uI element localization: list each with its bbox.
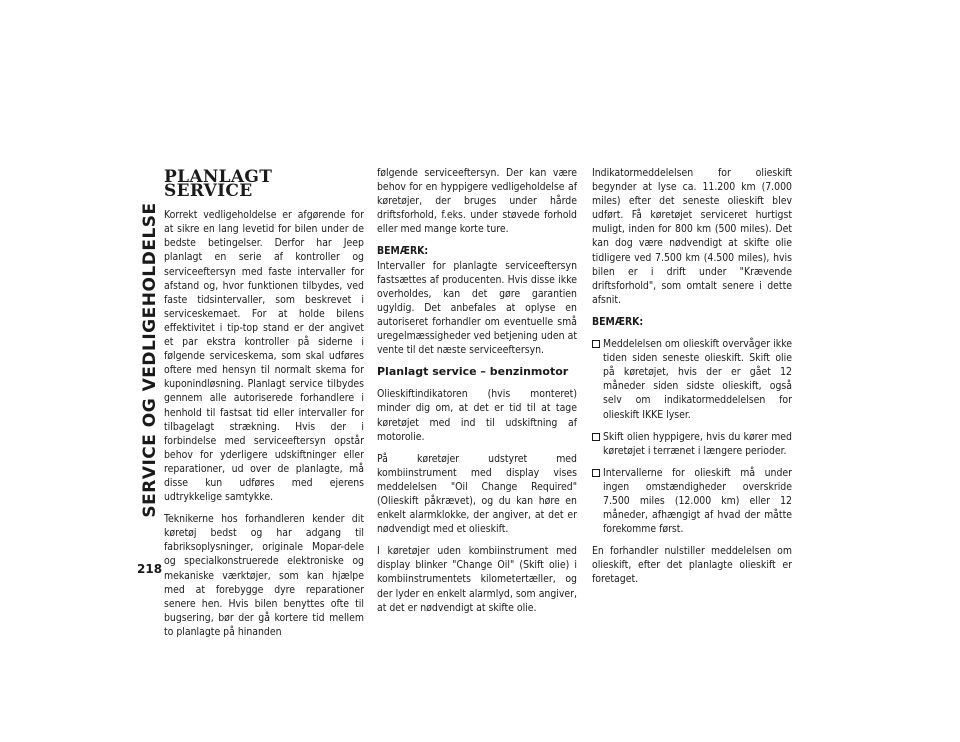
- paragraph: Indikatormeddelelsen for olieskift begynder at lyse ca. 11.200 km (7.000 miles) efter det seneste olieskift blev udført. Få køretøjet serviceret hurtigst muligt, inden for 800 km (500 miles). Det kan dog være nødvendigt at skifte olie tidligere ved 7.500 km (4.500 miles), hvis bilen er i drift under "Krævende driftsforhold", som omtalt senere i dette afsnit.: [592, 167, 792, 306]
- paragraph: Teknikerne hos forhandleren kender dit køretøj bedst og har adgang til fabriksoplysninger, originale Mopar-dele og specialkonstruerede elektroniske og mekaniske værktøjer, som kan hjælpe med at forebygge dyre reparationer senere hen. Hvis bilen benyttes ofte til bugsering, bør der gå kortere tid mellem to planlagte på hinanden: [164, 513, 364, 638]
- paragraph: En forhandler nulstiller meddelelsen om olieskift, efter det planlagte olieskift er foretaget.: [592, 545, 792, 586]
- note-label: BEMÆRK:: [592, 315, 644, 328]
- paragraph: På køretøjer udstyret med kombiinstrument med display vises meddelelsen "Oil Change Required" (Olieskift påkrævet), og du kan høre en enkelt alarmklokke, der angiver, at det er nødvendigt med et olieskift.: [377, 452, 577, 536]
- bullet-item: Skift olien hyppigere, hvis du kører med køretøjet i terrænet i længere perioder.: [592, 430, 792, 458]
- paragraph: Olieskiftindikatoren (hvis monteret) minder dig om, at det er tid til at tage køretøjet med ind til udskiftning af motorolie.: [377, 388, 577, 443]
- paragraph: I køretøjer uden kombiinstrument med display blinker "Change Oil" (Skift olie) i kombiinstrumentets kilometertæller, og der lyder en enkelt alarmlyd, som angiver, at det er nødvendigt at skifte olie.: [377, 545, 577, 614]
- page-number: 218: [137, 562, 163, 576]
- paragraph: Korrekt vedligeholdelse er afgørende for at sikre en lang levetid for bilen under de bedste betingelser. Derfor har Jeep planlagt en serie af kontroller og serviceeftersyn med faste intervaller for afstand og, hvor funktionen tilbydes, ved faste tidsintervaller, som beskrevet i serviceskemaet. For at holde bilens effektivitet i tip-top stand er der angivet et par ekstra kontroller på siderne i følgende serviceskema, som skal udføres oftere med hensyn til normalt skema for kuponindløsning. Planlagt service tilbydes gennem alle autoriserede forhandlere i henhold til fastsat tid eller intervaller for tilbagelagt strækning. Hvis der i forbindelse med serviceeftersyn opstår behov for yderligere udskiftninger eller reparationer, ud over de planlagte, må disse kun udføres med ejerens udtrykkelige samtykke.: [164, 209, 364, 504]
- bullet-item: Meddelelsen om olieskift overvåger ikke tiden siden seneste olieskift. Skift olie på køretøjet, hvis der er gået 12 måneder siden sidste olieskift, også selv om indikatormeddelelsen for olieskift IKKE lyser.: [592, 337, 792, 422]
- section-heading: PLANLAGT SERVICE: [164, 167, 273, 202]
- subsection-heading: Planlagt service – benzinmotor: [377, 365, 569, 379]
- chapter-side-title: [132, 160, 168, 560]
- paragraph: følgende serviceeftersyn. Der kan være behov for en hyppigere vedligeholdelse af køretøjer, der bruges under hårde driftsforhold, f.eks. under støvede forhold eller med mange korte ture.: [377, 167, 577, 236]
- column-2: [377, 166, 577, 623]
- bullet-item: Intervallerne for olieskift må under ingen omstændigheder overskride 7.500 miles (12.000 km) eller 12 måneder, afhængigt af hvad der måtte forekomme først.: [592, 466, 792, 536]
- note-text: Intervaller for planlagte serviceeftersyn fastsættes af producenten. Hvis disse ikke overholdes, kan det gøre garantien ugyldig. Det anbefales at oplyse en autoriseret forhandler om eventuelle små uregelmæssigheder ved betjening uden at vente til det næste serviceeftersyn.: [377, 259, 577, 357]
- note-label: BEMÆRK:: [377, 245, 429, 258]
- note-bullet-list: [592, 337, 792, 536]
- chapter-side-title-text: SERVICE OG VEDLIGEHOLDELSE: [140, 202, 160, 518]
- column-3: [592, 166, 792, 595]
- column-1: [164, 167, 364, 647]
